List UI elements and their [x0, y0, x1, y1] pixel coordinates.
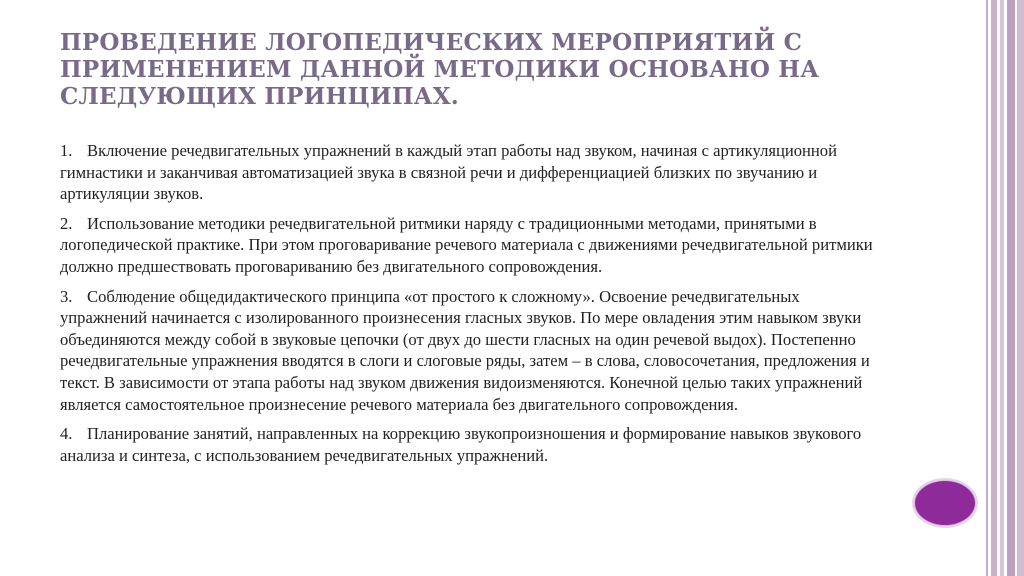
decorative-stripe [991, 0, 997, 576]
item-text: Включение речедвигательных упражнений в каждый этап работы над звуком, начиная с артикуляционной гимнастики и заканчивая автоматизацией звука в связной речи и дифференциацией близких по звучанию и артикуляции звуков. [60, 141, 837, 204]
decorative-circle [914, 480, 976, 526]
principles-list [60, 140, 890, 474]
list-item [60, 140, 890, 205]
item-text: Использование методики речедвигательной ритмики наряду с традиционными методами, принятыми в логопедической практике. При этом проговаривание речевого материала с движениями речедвигательной ритмики должно предшествовать проговариванию без двигательного сопровождения. [60, 213, 873, 276]
slide-title: ПРОВЕДЕНИЕ ЛОГОПЕДИЧЕСКИХ МЕРОПРИЯТИЙ С ПРИМЕНЕНИЕМ ДАННОЙ МЕТОДИКИ ОСНОВАНО НА СЛЕДУЮЩИХ ПРИНЦИПАХ. [60, 29, 820, 110]
item-text: Планирование занятий, направленных на коррекцию звукопроизношения и формирование навыков звукового анализа и синтеза, с использованием речедвигательных упражнений. [60, 424, 862, 465]
decorative-stripe [1017, 0, 1024, 576]
decorative-stripe [1007, 0, 1015, 576]
item-number: 1. [60, 141, 73, 160]
item-text: Соблюдение общедидактического принципа «от простого к сложному». Освоение речедвигательных упражнений начинается с изолированного произнесения гласных звуков. По мере овладения этим навыком звуки объединяются между собой в звуковые цепочки (от двух до шести гласных на один речевой выдох). Постепенно речедвигательные упражнения вводятся в слоги и слоговые ряды, затем – в слова, словосочетания, предложения и текст. В зависимости от этапа работы над звуком движения видоизменяются. Конечной целью таких упражнений является самостоятельное произнесение речевого материала без двигательного сопровождения. [60, 286, 870, 414]
item-number: 4. [60, 424, 73, 444]
item-number: 2. [60, 213, 73, 233]
decorative-stripe [986, 0, 988, 576]
decorative-stripe [1000, 0, 1004, 576]
list-item [60, 286, 890, 416]
item-number: 3. [60, 286, 73, 306]
list-item [60, 213, 890, 278]
list-item [60, 423, 890, 466]
